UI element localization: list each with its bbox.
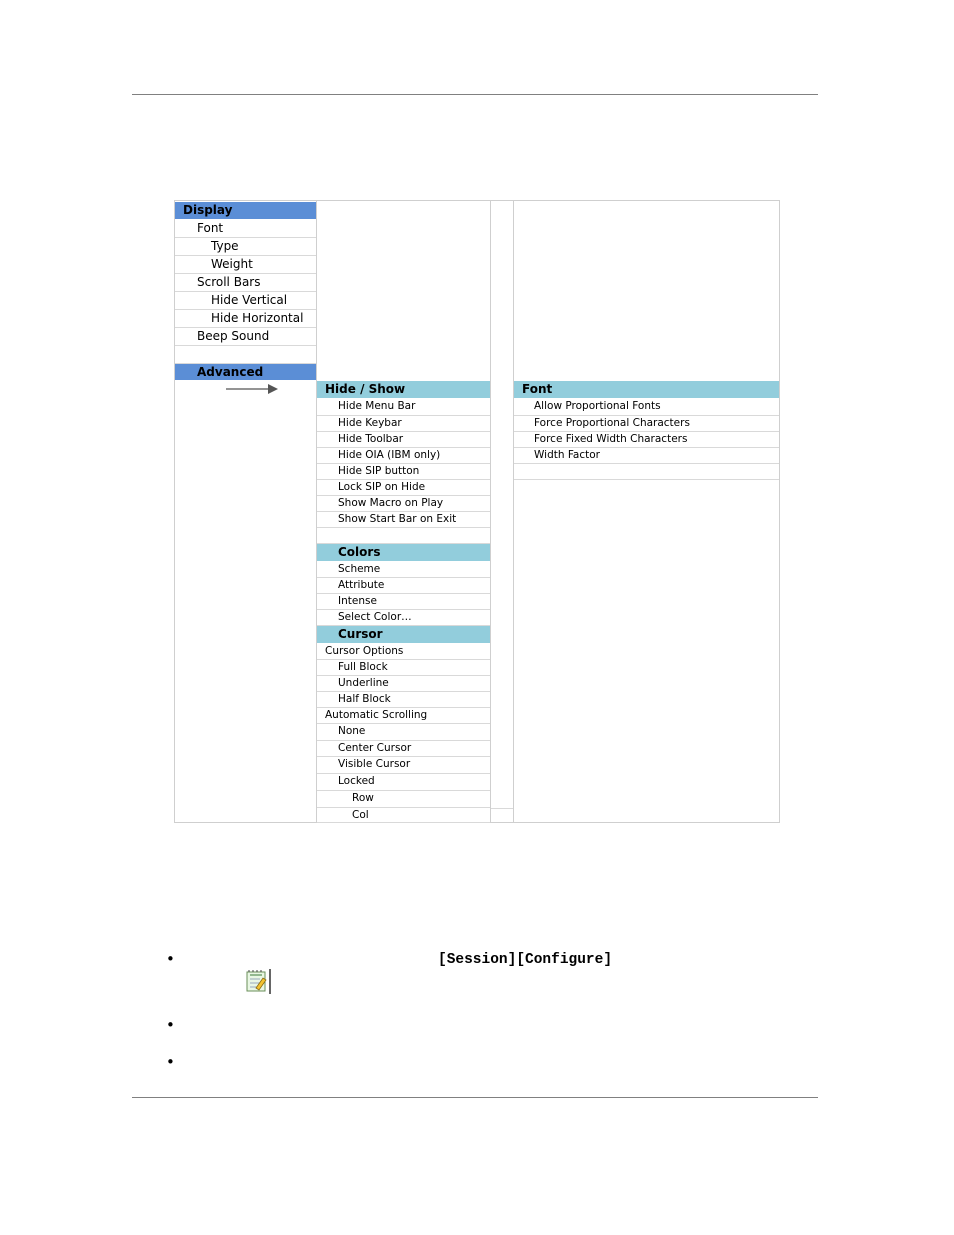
menu-item-hide-menu-bar[interactable]: Hide Menu Bar (317, 399, 490, 416)
advanced-menu-column (316, 200, 491, 823)
menu-item-font[interactable]: Font (175, 220, 316, 238)
bullet-icon: • (166, 1016, 175, 1034)
menu-item-col[interactable]: Col (317, 808, 490, 823)
menu-item-cursor-options[interactable]: Cursor Options (317, 644, 490, 660)
menu-item-force-proportional-characters[interactable]: Force Proportional Characters (514, 416, 779, 432)
menu-item-half-block[interactable]: Half Block (317, 692, 490, 708)
menu-header-font[interactable]: Font (514, 381, 779, 398)
menu-item-hide-keybar[interactable]: Hide Keybar (317, 416, 490, 432)
font-menu-column (513, 200, 780, 823)
arrow-right-icon (226, 383, 278, 395)
menu-item-blank-5 (514, 464, 779, 480)
menu-item-force-fixed-width-characters[interactable]: Force Fixed Width Characters (514, 432, 779, 448)
menu-item-hide-vertical[interactable]: Hide Vertical (175, 292, 316, 310)
menu-header-advanced[interactable]: Advanced (175, 364, 316, 380)
menu-item-lock-sip-on-hide[interactable]: Lock SIP on Hide (317, 480, 490, 496)
menu-item-locked[interactable]: Locked (317, 774, 490, 791)
menu-item-blank-8 (175, 346, 316, 364)
menu-item-width-factor[interactable]: Width Factor (514, 448, 779, 464)
bullet-icon: • (166, 1053, 175, 1071)
menu-item-show-macro-on-play[interactable]: Show Macro on Play (317, 496, 490, 512)
menu-item-scheme[interactable]: Scheme (317, 562, 490, 578)
menu-header-display[interactable]: Display (175, 202, 316, 219)
menu-item-scroll-bars[interactable]: Scroll Bars (175, 274, 316, 292)
menu-item-visible-cursor[interactable]: Visible Cursor (317, 757, 490, 774)
bottom-rule (132, 1097, 818, 1098)
menu-item-underline[interactable]: Underline (317, 676, 490, 692)
bullet-icon: • (166, 950, 175, 968)
menu-item-hide-horizontal[interactable]: Hide Horizontal (175, 310, 316, 328)
menu-item-type[interactable]: Type (175, 238, 316, 256)
configure-notepad-icon[interactable] (245, 969, 272, 994)
spacer-cell (491, 808, 513, 823)
menu-item-none[interactable]: None (317, 724, 490, 741)
menu-item-attribute[interactable]: Attribute (317, 578, 490, 594)
menu-item-select-color[interactable]: Select Color… (317, 610, 490, 626)
menu-header-cursor[interactable]: Cursor (317, 626, 490, 643)
menu-item-center-cursor[interactable]: Center Cursor (317, 741, 490, 757)
menu-item-blank-9 (317, 528, 490, 544)
menu-header-hide-show[interactable]: Hide / Show (317, 381, 490, 398)
menu-item-hide-oia-ibm-only[interactable]: Hide OIA (IBM only) (317, 448, 490, 464)
menu-item-beep-sound[interactable]: Beep Sound (175, 328, 316, 346)
menu-header-colors[interactable]: Colors (317, 544, 490, 561)
menu-item-hide-toolbar[interactable]: Hide Toolbar (317, 432, 490, 448)
menu-item-weight[interactable]: Weight (175, 256, 316, 274)
menu-item-automatic-scrolling[interactable]: Automatic Scrolling (317, 708, 490, 724)
top-rule (132, 94, 818, 95)
menu-item-show-start-bar-on-exit[interactable]: Show Start Bar on Exit (317, 512, 490, 528)
menu-item-hide-sip-button[interactable]: Hide SIP button (317, 464, 490, 480)
menu-item-row[interactable]: Row (317, 791, 490, 808)
spacer-column (490, 200, 514, 823)
session-configure-command: [Session][Configure] (438, 952, 613, 968)
display-menu-column (174, 200, 317, 823)
menu-item-full-block[interactable]: Full Block (317, 660, 490, 676)
menu-item-intense[interactable]: Intense (317, 594, 490, 610)
menu-item-allow-proportional-fonts[interactable]: Allow Proportional Fonts (514, 399, 779, 416)
